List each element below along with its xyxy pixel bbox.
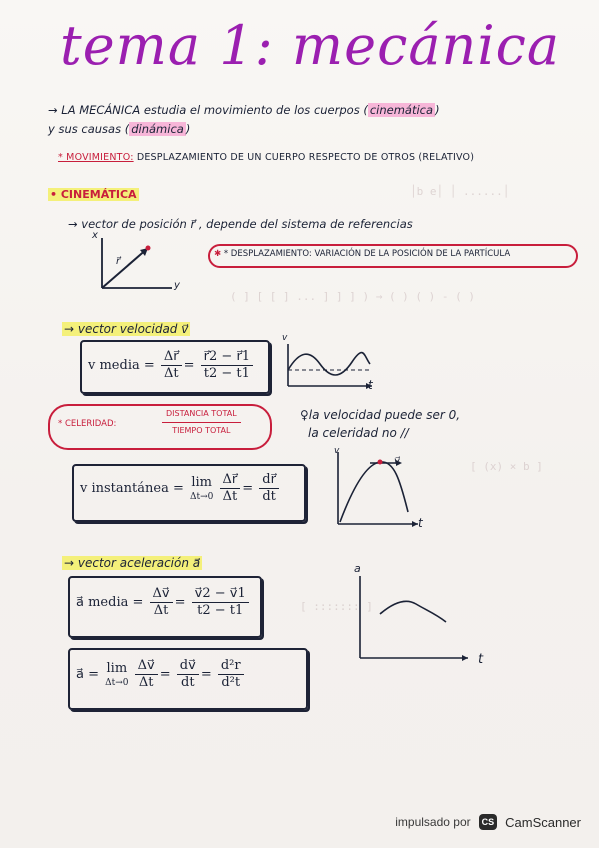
bleed-through-mark: │b e│ │ ......│ <box>410 185 510 198</box>
velocidad-heading: → vector velocidad v⃗ <box>64 322 189 336</box>
velocidad-instantanea-formula: v instantánea = lim Δt→0 $\frac{\Delta r⃗}{\Delta t}$ = $\frac{dr⃗}{dt}$ <box>80 472 281 505</box>
nota-line-2: la celeridad no // <box>308 426 409 440</box>
aceleracion-media-formula: a⃗ media = $\frac{\Delta v⃗}{\Delta t}$ = $\frac{v⃗2 - v⃗1}{t2 - t1}$ <box>76 586 251 619</box>
watermark-brand: CamScanner <box>505 814 581 830</box>
velocidad-instantanea-graph <box>330 450 430 530</box>
velocidad-graph <box>280 340 380 392</box>
aceleracion-instantanea-formula: a⃗ = lim Δt→0 $\frac{\Delta v⃗}{\Delta t}$ = $\frac{dv⃗}{dt}$ = $\frac{\text{d²r}}{\text{d²t}}$ <box>76 658 246 691</box>
axis-y-label: y <box>174 280 180 291</box>
bleed-through-mark: [ (x) × b ] <box>470 460 543 473</box>
intro-line-1: → LA MECÁNICA estudia el movimiento de los cuerpos ( cinemática ) <box>48 103 440 117</box>
graph3-a-label: a <box>354 562 361 575</box>
graph2-v-label: v <box>334 446 340 456</box>
camscanner-watermark <box>395 814 581 830</box>
movimiento-definition: * MOVIMIENTO: DESPLAZAMIENTO DE UN CUERPO RESPECTO DE OTROS (RELATIVO) <box>58 152 475 163</box>
cinematica-heading: • CINEMÁTICA <box>50 188 137 201</box>
velocidad-media-formula: v media = $\frac{\Delta r⃗}{\Delta t}$ = $\frac{r⃗2 - r⃗1}{t2 - t1}$ <box>88 349 255 382</box>
camscanner-logo-icon: CS <box>479 814 498 830</box>
graph3-t-label: t <box>478 652 484 667</box>
graph-t-label: t <box>368 378 373 392</box>
intro-line-2: y sus causas ( dinámica ) <box>48 122 191 136</box>
aceleracion-heading: → vector aceleración a⃗ <box>64 556 201 570</box>
aceleracion-graph <box>350 574 480 666</box>
graph2-tangent-label: v⃗ <box>394 456 400 467</box>
watermark-prefix: impulsado por <box>395 815 471 829</box>
cinematica-highlight: cinemática <box>369 103 434 117</box>
dinamica-highlight: dinámica <box>131 122 184 136</box>
posicion-line: → vector de posición r⃗ , depende del sistema de referencias <box>68 217 413 231</box>
graph2-t-label: t <box>418 516 423 530</box>
posicion-diagram <box>88 232 188 296</box>
celeridad-formula: $\frac{\text{DISTANCIA TOTAL}}{\text{TIEMPO TOTAL}}$ <box>160 406 243 439</box>
bleed-through-mark: ( ] [ [ ] ... ] ] ] ) → ( ) ( ) - ( ) <box>230 290 476 303</box>
desplazamiento-text: ✱ * DESPLAZAMIENTO: VARIACIÓN DE LA POSICIÓN DE LA PARTÍCULA <box>214 249 511 259</box>
graph-v-label: v <box>282 333 288 343</box>
position-vector-label: r⃗ <box>116 256 121 267</box>
axis-x-label: x <box>92 230 98 241</box>
nota-line-1: ♀la velocidad puede ser 0, <box>300 408 461 422</box>
page-title: tema 1: mecánica <box>60 14 561 77</box>
celeridad-label: * CELERIDAD: <box>58 419 117 429</box>
bleed-through-mark: [ ::::::: ] <box>300 600 373 613</box>
